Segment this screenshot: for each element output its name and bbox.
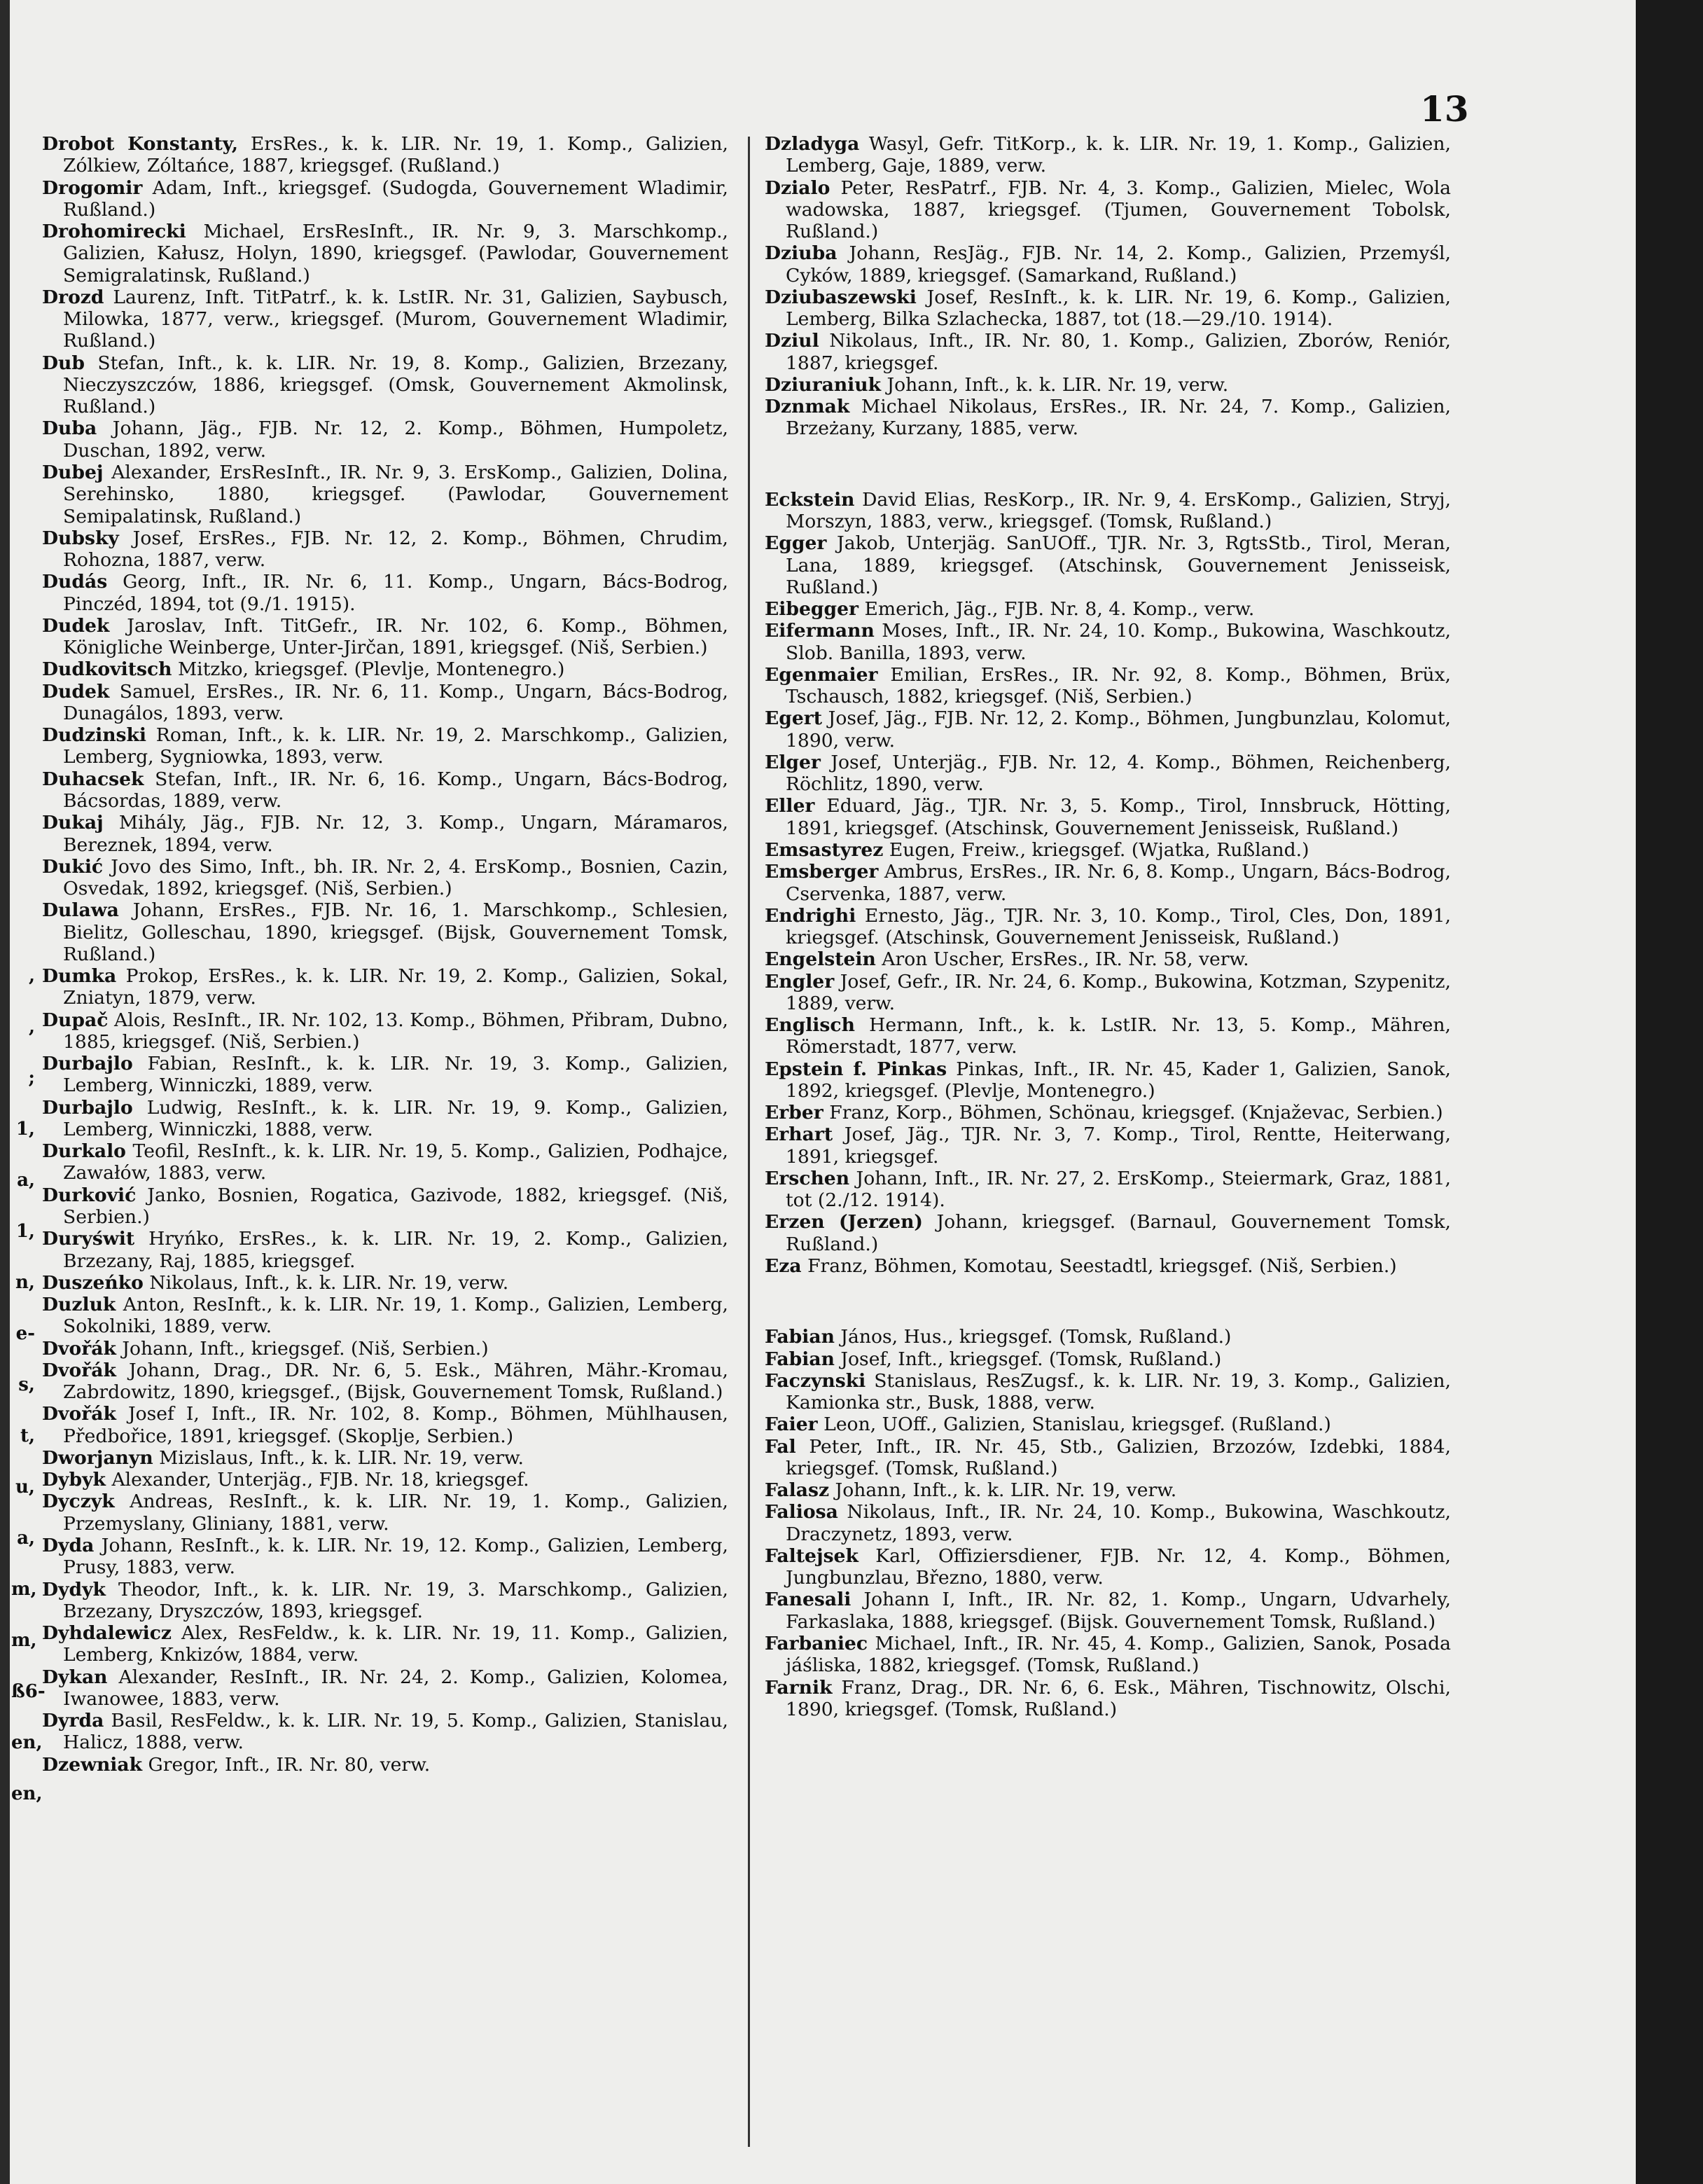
register-entry: [765, 1436, 1451, 1480]
entry-surname: Egenmaier: [765, 663, 878, 686]
entry-surname: Farnik: [765, 1676, 833, 1699]
entry-details: Josef I, Inft., IR. Nr. 102, 8. Komp., Böhmen, Mühlhausen, Předbořice, 1891, kriegsgef. (Skoplje, Serbien.): [63, 1403, 728, 1447]
entry-details: Alexander, ResInft., IR. Nr. 24, 2. Komp., Galizien, Kolomea, Iwanowee, 1883, verw.: [63, 1666, 728, 1710]
entry-surname: Eibegger: [765, 598, 859, 621]
register-entry: [765, 752, 1451, 796]
entry-details: Johann, Jäg., FJB. Nr. 12, 2. Komp., Böhmen, Humpoletz, Duschan, 1892, verw.: [63, 417, 728, 462]
register-entry: [765, 1348, 1451, 1370]
register-entry: [42, 1097, 728, 1141]
register-entry: [42, 1491, 728, 1535]
entry-details: Josef, ResInft., k. k. LIR. Nr. 19, 6. Komp., Galizien, Lemberg, Bilka Szlachecka, 1887, tot (18.—29./10. 1914).: [786, 286, 1451, 331]
entry-details: Michael, Inft., IR. Nr. 45, 4. Komp., Galizien, Sanok, Posada jáśliska, 1882, kriegsgef. (Tomsk, Rußland.): [786, 1633, 1451, 1677]
entry-details: Mihály, Jäg., FJB. Nr. 12, 3. Komp., Ungarn, Máramaros, Bereznek, 1894, verw.: [63, 812, 728, 856]
margin-fragment: 1,: [15, 1119, 35, 1140]
entry-details: Stefan, Inft., k. k. LIR. Nr. 19, 8. Komp., Galizien, Brzezany, Nieczyszczów, 1886, kriegsgef. (Omsk, Gouvernement Akmolinsk, Rußland.): [63, 352, 728, 418]
register-entry: [42, 1622, 728, 1666]
entry-details: Ludwig, ResInft., k. k. LIR. Nr. 19, 9. Komp., Galizien, Lemberg, Winniczki, 1888, verw.: [63, 1096, 728, 1140]
entry-details: Josef, Inft., kriegsgef. (Tomsk, Rußland.): [834, 1348, 1222, 1370]
register-entry: [765, 598, 1451, 620]
entry-surname: Englisch: [765, 1014, 855, 1037]
entry-details: Johann I, Inft., IR. Nr. 82, 1. Komp., Ungarn, Udvarhely, Farkaslaka, 1888, kriegsgef. (Bijsk. Gouvernement Tomsk, Rußland.): [786, 1589, 1451, 1633]
register-entry: [765, 396, 1451, 440]
register-entry: [42, 724, 728, 768]
register-entry: [42, 286, 728, 352]
entry-surname: Dykan: [42, 1666, 108, 1688]
register-entry: [42, 1338, 728, 1360]
entry-details: Johann, ResInft., k. k. LIR. Nr. 19, 12. Komp., Galizien, Lemberg, Prusy, 1883, verw.: [63, 1535, 728, 1579]
register-entry: [42, 965, 728, 1009]
entry-details: Michael, ErsResInft., IR. Nr. 9, 3. Marschkomp., Galizien, Kałusz, Holyn, 1890, kriegsgef. (Pawlodar, Gouvernement Semigralatinsk, Rußland.): [63, 221, 728, 286]
entry-surname: Durbajlo: [42, 1096, 133, 1119]
entry-surname: Fabian: [765, 1326, 835, 1348]
entry-surname: Emsberger: [765, 861, 879, 883]
entry-details: Peter, Inft., IR. Nr. 45, Stb., Galizien, Brzozów, Izdebki, 1884, kriegsgef. (Tomsk, Rußland.): [786, 1435, 1451, 1479]
entry-surname: Dumka: [42, 965, 117, 988]
register-entry: [765, 374, 1451, 396]
entry-details: Franz, Böhmen, Komotau, Seestadtl, kriegsgef. (Niš, Serbien.): [801, 1255, 1397, 1278]
entry-surname: Faczynski: [765, 1369, 866, 1392]
register-entry: [42, 221, 728, 286]
entry-details: Roman, Inft., k. k. LIR. Nr. 19, 2. Marschkomp., Galizien, Lemberg, Sygniowka, 1893, verw.: [63, 724, 728, 768]
entry-details: Gregor, Inft., IR. Nr. 80, verw.: [142, 1753, 431, 1776]
entry-surname: Endrighi: [765, 904, 856, 927]
entry-surname: Dvořák: [42, 1337, 116, 1360]
entry-surname: Dziul: [765, 330, 819, 352]
entry-surname: Dydyk: [42, 1578, 106, 1601]
entry-surname: Dyrda: [42, 1710, 104, 1732]
entry-details: Wasyl, Gefr. TitKorp., k. k. LIR. Nr. 19, 1. Komp., Galizien, Lemberg, Gaje, 1889, verw.: [786, 133, 1451, 177]
entry-surname: Dvořák: [42, 1403, 116, 1425]
entry-details: Pinkas, Inft., IR. Nr. 45, Kader 1, Galizien, Sanok, 1892, kriegsgef. (Plevlje, Montenegro.): [786, 1058, 1451, 1102]
entry-surname: Dzladyga: [765, 133, 860, 155]
register-entry: [765, 1370, 1451, 1414]
entry-details: Johann, kriegsgef. (Barnaul, Gouvernement Tomsk, Rußland.): [786, 1211, 1451, 1255]
entry-details: Josef, Gefr., IR. Nr. 24, 6. Komp., Bukowina, Kotzman, Szypenitz, 1889, verw.: [786, 970, 1451, 1014]
register-entry: [42, 615, 728, 659]
entry-surname: Dworjanyn: [42, 1446, 153, 1469]
register-entry: [42, 1579, 728, 1623]
register-entry: [765, 707, 1451, 752]
register-entry: [765, 1677, 1451, 1721]
entry-surname: Durković: [42, 1184, 137, 1206]
left-margin-fragments: [11, 965, 46, 1836]
entry-details: Johann, Drag., DR. Nr. 6, 5. Esk., Mähren, Mähr.-Kromau, Zabrdowitz, 1890, kriegsgef., (Bijsk, Gouvernement Tomsk, Rußland.): [63, 1359, 728, 1404]
entry-details: Johann, ErsRes., FJB. Nr. 16, 1. Marschkomp., Schlesien, Bielitz, Golleschau, 1890, kriegsgef. (Bijsk, Gouvernement Tomsk, Rußland.): [63, 899, 728, 965]
register-entry: [765, 948, 1451, 970]
entry-surname: Dubej: [42, 461, 104, 483]
register-entry: [765, 177, 1451, 243]
entry-surname: Dudkovitsch: [42, 658, 172, 681]
entry-details: Josef, ErsRes., FJB. Nr. 12, 2. Komp., Böhmen, Chrudim, Rohozna, 1887, verw.: [63, 527, 728, 572]
entry-surname: Engler: [765, 970, 835, 993]
margin-fragment: ,: [28, 965, 35, 986]
register-entry: [765, 1014, 1451, 1058]
entry-details: Alex, ResFeldw., k. k. LIR. Nr. 19, 11. Komp., Galizien, Lemberg, Knkizów, 1884, verw.: [63, 1622, 728, 1666]
register-entry: [42, 658, 728, 680]
entry-details: Johann, Inft., kriegsgef. (Niš, Serbien.): [116, 1337, 489, 1360]
register-entry: [42, 1053, 728, 1097]
entry-surname: Duszeńko: [42, 1271, 144, 1294]
register-entry: [42, 899, 728, 965]
entry-surname: Dudás: [42, 571, 108, 593]
entry-details: Laurenz, Inft. TitPatrf., k. k. LstIR. Nr. 31, Galizien, Saybusch, Milowka, 1877, verw., kriegsgef. (Murom, Gouvernement Wladimir, Rußland.): [63, 286, 728, 352]
entry-details: Nikolaus, Inft., IR. Nr. 80, 1. Komp., Galizien, Zborów, Reniór, 1887, kriegsgef.: [786, 330, 1451, 374]
entry-surname: Epstein f. Pinkas: [765, 1058, 947, 1080]
register-entry: [42, 571, 728, 615]
entry-details: Johann, ResJäg., FJB. Nr. 14, 2. Komp., Galizien, Przemyśl, Cyków, 1889, kriegsgef. (Samarkand, Rußland.): [786, 242, 1451, 286]
entry-surname: Faier: [765, 1414, 818, 1436]
entry-surname: Dziuba: [765, 242, 837, 265]
register-entry: [42, 856, 728, 900]
register-entry: [42, 812, 728, 856]
entry-details: ErsRes., k. k. LIR. Nr. 19, 1. Komp., Galizien, Zólkiew, Zóltańce, 1887, kriegsgef. (Rußland.): [63, 133, 728, 177]
margin-fragment: en,: [11, 1732, 43, 1753]
margin-fragment: n,: [15, 1272, 35, 1293]
left-page-edge: [0, 0, 10, 2184]
register-entry: [765, 1058, 1451, 1103]
register-entry: [42, 1360, 728, 1404]
register-entry: [42, 768, 728, 813]
entry-surname: Drogomir: [42, 177, 143, 199]
entry-details: Emilian, ErsRes., IR. Nr. 92, 8. Komp., Böhmen, Brüx, Tschausch, 1882, kriegsgef. (Niš, Serbien.): [786, 663, 1451, 708]
entry-details: Mizislaus, Inft., k. k. LIR. Nr. 19, verw.: [153, 1446, 524, 1469]
entry-surname: Emsastyrez: [765, 838, 884, 861]
entry-details: Johann, Inft., k. k. LIR. Nr. 19, verw.: [829, 1479, 1177, 1502]
entry-details: Johann, Inft., k. k. LIR. Nr. 19, verw.: [881, 373, 1229, 396]
register-entry: [42, 1228, 728, 1272]
entry-surname: Dudzinski: [42, 724, 147, 747]
margin-fragment: ,: [28, 1016, 35, 1037]
entry-surname: Eza: [765, 1255, 802, 1278]
entry-details: Ernesto, Jäg., TJR. Nr. 3, 10. Komp., Tirol, Cles, Don, 1891, kriegsgef. (Atschinsk, Gouvernement Jenisseisk, Rußland.): [786, 904, 1451, 949]
register-entry: [765, 839, 1451, 861]
register-entry: [765, 330, 1451, 374]
left-column: [42, 133, 728, 1776]
register-entry: [765, 1589, 1451, 1633]
entry-surname: Dziubaszewski: [765, 286, 917, 308]
register-entry: [765, 1414, 1451, 1435]
register-entry: [765, 242, 1451, 286]
entry-surname: Erzen (Jerzen): [765, 1211, 923, 1233]
register-entry: [765, 1255, 1451, 1277]
register-entry: [42, 1272, 728, 1294]
margin-fragment: a,: [17, 1170, 35, 1191]
margin-fragment: ß6-: [11, 1681, 46, 1702]
entry-details: Alois, ResInft., IR. Nr. 102, 13. Komp., Böhmen, Přibram, Dubno, 1885, kriegsgef. (Niš, Serbien.): [63, 1009, 728, 1053]
register-entry: [765, 664, 1451, 708]
register-entry: [42, 1009, 728, 1053]
entry-surname: Dybyk: [42, 1469, 106, 1491]
entry-surname: Faltejsek: [765, 1544, 859, 1567]
entry-details: Stanislaus, ResZugsf., k. k. LIR. Nr. 19, 3. Komp., Galizien, Kamionka str., Busk, 1888, verw.: [786, 1369, 1451, 1414]
register-entry: [42, 1754, 728, 1776]
entry-details: Hryńko, ErsRes., k. k. LIR. Nr. 19, 2. Komp., Galizien, Brzezany, Raj, 1885, kriegsgef.: [63, 1228, 728, 1272]
entry-surname: Farbaniec: [765, 1633, 868, 1654]
register-entry: [42, 133, 728, 177]
entry-surname: Durkalo: [42, 1140, 126, 1163]
entry-surname: Durbajlo: [42, 1053, 133, 1075]
register-entry: [765, 1633, 1451, 1677]
register-entry: [42, 352, 728, 418]
register-entry: [765, 1479, 1451, 1501]
margin-fragment: a,: [17, 1528, 35, 1549]
entry-details: Andreas, ResInft., k. k. LIR. Nr. 19, 1. Komp., Galizien, Przemyslany, Gliniany, 1881, verw.: [63, 1491, 728, 1535]
entry-surname: Elger: [765, 751, 821, 773]
register-entry: [42, 177, 728, 221]
entry-surname: Egger: [765, 532, 827, 555]
register-entry: [765, 489, 1451, 533]
entry-details: Nikolaus, Inft., IR. Nr. 24, 10. Komp., Bukowina, Waschkoutz, Draczynetz, 1893, verw.: [786, 1501, 1451, 1545]
entry-details: Leon, UOff., Galizien, Stanislau, kriegsgef. (Rußland.): [817, 1414, 1331, 1436]
margin-fragment: e-: [15, 1323, 35, 1344]
entry-details: Eugen, Freiw., kriegsgef. (Wjatka, Rußland.): [883, 838, 1309, 861]
register-entry: [765, 1501, 1451, 1545]
entry-surname: Drozd: [42, 286, 104, 308]
register-entry: [42, 681, 728, 725]
entry-details: Adam, Inft., kriegsgef. (Sudogda, Gouvernement Wladimir, Rußland.): [63, 177, 728, 221]
register-entry: [42, 1469, 728, 1491]
entry-details: Nikolaus, Inft., k. k. LIR. Nr. 19, verw.: [143, 1271, 509, 1294]
entry-details: Josef, Jäg., TJR. Nr. 3, 7. Komp., Tirol, Rentte, Heiterwang, 1891, kriegsgef.: [786, 1124, 1451, 1168]
entry-surname: Dyhdalewicz: [42, 1622, 172, 1645]
entry-details: David Elias, ResKorp., IR. Nr. 9, 4. ErsKomp., Galizien, Stryj, Morszyn, 1883, verw., kriegsgef. (Tomsk, Rußland.): [786, 488, 1451, 532]
entry-details: Karl, Offiziersdiener, FJB. Nr. 12, 4. Komp., Böhmen, Jungbunzlau, Březno, 1880, verw.: [786, 1544, 1451, 1589]
section-gap: [765, 440, 1451, 489]
entry-surname: Drobot Konstanty,: [42, 133, 238, 155]
entry-details: Eduard, Jäg., TJR. Nr. 3, 5. Komp., Tirol, Innsbruck, Hötting, 1891, kriegsgef. (Atschinsk, Gouvernement Jenisseisk, Rußland.): [786, 795, 1451, 839]
entry-surname: Eckstein: [765, 488, 855, 511]
register-entry: [765, 1211, 1451, 1255]
register-entry: [42, 1140, 728, 1184]
entry-surname: Dulawa: [42, 899, 119, 922]
entry-details: Alexander, Unterjäg., FJB. Nr. 18, kriegsgef.: [106, 1469, 529, 1491]
entry-details: Josef, Unterjäg., FJB. Nr. 12, 4. Komp., Böhmen, Reichenberg, Röchlitz, 1890, verw.: [786, 751, 1451, 796]
register-entry: [42, 1294, 728, 1338]
register-entry: [765, 286, 1451, 331]
entry-surname: Dukić: [42, 855, 104, 878]
entry-surname: Eifermann: [765, 620, 875, 642]
entry-details: Josef, Jäg., FJB. Nr. 12, 2. Komp., Böhmen, Jungbunzlau, Kolomut, 1890, verw.: [786, 707, 1451, 752]
entry-details: Teofil, ResInft., k. k. LIR. Nr. 19, 5. Komp., Galizien, Podhajce, Zawałów, 1883, verw.: [63, 1140, 728, 1184]
margin-fragment: ;: [28, 1067, 35, 1088]
margin-fragment: 1,: [15, 1221, 35, 1242]
entry-details: Moses, Inft., IR. Nr. 24, 10. Komp., Bukowina, Waschkoutz, Slob. Banilla, 1893, verw.: [786, 620, 1451, 664]
entry-surname: Dudek: [42, 680, 110, 703]
entry-surname: Erhart: [765, 1124, 833, 1146]
register-entry: [42, 462, 728, 527]
entry-surname: Dvořák: [42, 1359, 116, 1381]
entry-surname: Erschen: [765, 1167, 850, 1189]
register-entry: [765, 1124, 1451, 1168]
entry-details: Janko, Bosnien, Rogatica, Gazivode, 1882, kriegsgef. (Niš, Serbien.): [63, 1184, 728, 1229]
entry-details: Jaroslav, Inft. TitGefr., IR. Nr. 102, 6. Komp., Böhmen, Königliche Weinberge, Unter-Jirčan, 1891, kriegsgef. (Niš, Serbien.): [63, 614, 728, 659]
entry-details: Aron Uscher, ErsRes., IR. Nr. 58, verw.: [875, 948, 1249, 971]
entry-surname: Dudek: [42, 614, 110, 637]
register-entry: [765, 532, 1451, 598]
entry-surname: Drohomirecki: [42, 221, 186, 243]
register-entry: [765, 1545, 1451, 1589]
register-entry: [765, 795, 1451, 839]
entry-details: Stefan, Inft., IR. Nr. 6, 16. Komp., Ungarn, Bács-Bodrog, Bácsordas, 1889, verw.: [63, 768, 728, 812]
entry-details: Samuel, ErsRes., IR. Nr. 6, 11. Komp., Ungarn, Bács-Bodrog, Dunagálos, 1893, verw.: [63, 680, 728, 724]
register-entry: [765, 620, 1451, 664]
entry-details: Franz, Korp., Böhmen, Schönau, kriegsgef. (Knjaževac, Serbien.): [823, 1102, 1443, 1124]
margin-fragment: en,: [11, 1783, 43, 1804]
section-gap: [765, 1277, 1451, 1326]
entry-details: Jovo des Simo, Inft., bh. IR. Nr. 2, 4. ErsKomp., Bosnien, Cazin, Osvedak, 1892, kriegsgef. (Niš, Serbien.): [63, 855, 728, 900]
entry-surname: Dziuraniuk: [765, 373, 882, 396]
register-entry: [42, 1710, 728, 1754]
register-entry: [42, 1535, 728, 1579]
entry-surname: Duba: [42, 417, 97, 440]
entry-details: Johann, Inft., IR. Nr. 27, 2. ErsKomp., Steiermark, Graz, 1881, tot (2./12. 1914).: [786, 1167, 1451, 1212]
entry-surname: Egert: [765, 707, 823, 730]
entry-details: Prokop, ErsRes., k. k. LIR. Nr. 19, 2. Komp., Galizien, Sokal, Zniatyn, 1879, verw.: [63, 965, 728, 1009]
register-entry: [765, 1168, 1451, 1212]
register-entry: [42, 417, 728, 462]
entry-surname: Dzialo: [765, 177, 830, 199]
entry-surname: Eller: [765, 795, 815, 817]
entry-surname: Dupač: [42, 1009, 109, 1031]
page-number: 13: [1420, 88, 1469, 130]
entry-surname: Dubsky: [42, 527, 119, 549]
entry-details: Mitzko, kriegsgef. (Plevlje, Montenegro.): [172, 658, 565, 681]
register-entry: [765, 1102, 1451, 1124]
entry-details: Michael Nikolaus, ErsRes., IR. Nr. 24, 7. Komp., Galizien, Brzeżany, Kurzany, 1885, verw.: [786, 396, 1451, 440]
margin-fragment: s,: [18, 1374, 35, 1395]
entry-surname: Dznmak: [765, 396, 850, 418]
entry-surname: Dzewniak: [42, 1753, 143, 1776]
register-entry: [42, 1403, 728, 1447]
margin-fragment: m,: [11, 1579, 37, 1600]
entry-details: Hermann, Inft., k. k. LstIR. Nr. 13, 5. Komp., Mähren, Römerstadt, 1877, verw.: [786, 1014, 1451, 1058]
entry-details: Ambrus, ErsRes., IR. Nr. 6, 8. Komp., Ungarn, Bács-Bodrog, Cservenka, 1887, verw.: [786, 861, 1451, 905]
entry-details: Anton, ResInft., k. k. LIR. Nr. 19, 1. Komp., Galizien, Lemberg, Sokolniki, 1889, verw.: [63, 1294, 728, 1338]
register-entry: [42, 1184, 728, 1229]
right-column: [765, 133, 1451, 1720]
margin-fragment: t,: [20, 1425, 35, 1446]
margin-fragment: u,: [15, 1477, 35, 1498]
right-page-edge: [1636, 0, 1703, 2184]
register-entry: [42, 527, 728, 572]
register-entry: [42, 1447, 728, 1469]
entry-surname: Faliosa: [765, 1501, 838, 1523]
margin-fragment: m,: [11, 1630, 37, 1651]
entry-details: Emerich, Jäg., FJB. Nr. 8, 4. Komp., verw.: [859, 598, 1255, 621]
entry-details: Franz, Drag., DR. Nr. 6, 6. Esk., Mähren, Tischnowitz, Olschi, 1890, kriegsgef. (Tomsk, Rußland.): [786, 1676, 1451, 1720]
entry-surname: Dukaj: [42, 812, 104, 834]
entry-details: Jakob, Unterjäg. SanUOff., TJR. Nr. 3, RgtsStb., Tirol, Meran, Lana, 1889, kriegsgef. (Atschinsk, Gouvernement Jenisseisk, Rußland.): [786, 532, 1451, 598]
register-entry: [765, 971, 1451, 1015]
entry-details: Basil, ResFeldw., k. k. LIR. Nr. 19, 5. Komp., Galizien, Stanislau, Halicz, 1888, verw.: [63, 1710, 728, 1754]
register-entry: [765, 861, 1451, 905]
entry-surname: Engelstein: [765, 948, 876, 971]
register-entry: [765, 905, 1451, 949]
entry-surname: Erber: [765, 1102, 823, 1124]
entry-surname: Duhacsek: [42, 768, 144, 790]
entry-surname: Fanesali: [765, 1589, 852, 1611]
register-entry: [765, 1326, 1451, 1348]
entry-details: János, Hus., kriegsgef. (Tomsk, Rußland.): [834, 1326, 1232, 1348]
entry-details: Fabian, ResInft., k. k. LIR. Nr. 19, 3. Komp., Galizien, Lemberg, Winniczki, 1889, verw.: [63, 1053, 728, 1097]
entry-surname: Falasz: [765, 1479, 830, 1502]
entry-details: Theodor, Inft., k. k. LIR. Nr. 19, 3. Marschkomp., Galizien, Brzezany, Dryszczów, 1893, kriegsgef.: [63, 1578, 728, 1622]
register-entry: [42, 1666, 728, 1710]
entry-surname: Fabian: [765, 1348, 835, 1370]
register-entry: [765, 133, 1451, 177]
entry-surname: Dyczyk: [42, 1491, 115, 1513]
column-divider: [748, 137, 750, 2147]
entry-surname: Dyda: [42, 1535, 95, 1556]
entry-details: Peter, ResPatrf., FJB. Nr. 4, 3. Komp., Galizien, Mielec, Wola wadowska, 1887, kriegsgef. (Tjumen, Gouvernement Tobolsk, Rußland.): [786, 177, 1451, 243]
entry-surname: Fal: [765, 1435, 796, 1458]
entry-surname: Duryświt: [42, 1228, 135, 1250]
entry-surname: Duzluk: [42, 1294, 116, 1316]
entry-details: Georg, Inft., IR. Nr. 6, 11. Komp., Ungarn, Bács-Bodrog, Pinczéd, 1894, tot (9./1. 1915).: [63, 571, 728, 615]
entry-details: Alexander, ErsResInft., IR. Nr. 9, 3. ErsKomp., Galizien, Dolina, Serehinsko, 1880, kriegsgef. (Pawlodar, Gouvernement Semipalatinsk, Rußland.): [63, 461, 728, 527]
entry-surname: Dub: [42, 352, 85, 374]
